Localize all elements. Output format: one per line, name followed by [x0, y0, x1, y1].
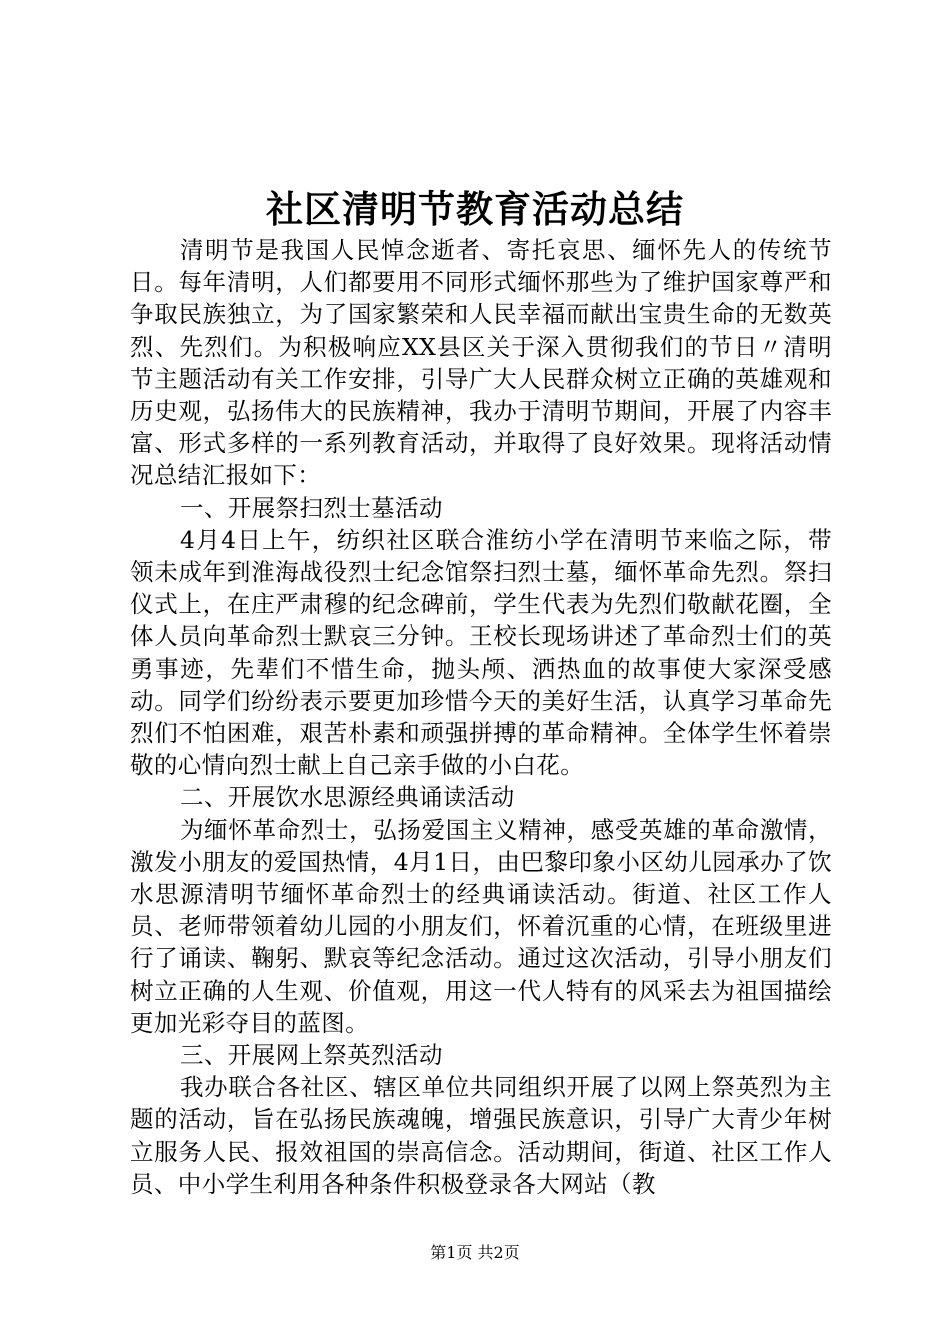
section-heading-2: 二、开展饮水思源经典诵读活动 — [180, 783, 515, 812]
section-paragraph-2: 为缅怀革命烈士，弘扬爱国主义精神，感受英雄的革命激情，激发小朋友的爱国热情，4月1日，由巴黎印象小区幼儿园承办了饮水思源清明节缅怀革命烈士的经典诵读活动。街道、社区工作人员、老师带领着幼儿园的小朋友们，怀着沉重的心情，在班级里进行了诵读、鞠躬、默哀等纪念活动。通过这次活动，引导小朋友们树立正确的人生观、价值观，用这一代人特有的风采去为祖国描绘更加光彩夺目的蓝图。 — [130, 815, 832, 1037]
section-paragraph-3: 我办联合各社区、辖区单位共同组织开展了以网上祭英烈为主题的活动，旨在弘扬民族魂魄，增强民族意识，引导广大青少年树立服务人民、报效祖国的崇高信念。活动期间，街道、社区工作人员、中小学生利用各种条件积极登录各大网站（教 — [130, 1073, 832, 1198]
document-title: 社区清明节教育活动总结 — [266, 187, 684, 231]
section-heading-3: 三、开展网上祭英烈活动 — [180, 1041, 443, 1070]
section-heading-1: 一、开展祭扫烈士墓活动 — [180, 493, 443, 522]
document-body — [130, 234, 832, 1200]
section-paragraph-1: 4月4日上午，纺织社区联合淮纺小学在清明节来临之际，带领未成年到淮海战役烈士纪念馆祭扫烈士墓，缅怀革命先烈。祭扫仪式上，在庄严肃穆的纪念碑前，学生代表为先烈们敬献花圈，全体人员向革命烈士默哀三分钟。王校长现场讲述了革命烈士们的英勇事迹，先辈们不惜生命，抛头颅、洒热血的故事使大家深受感动。同学们纷纷表示要更加珍惜今天的美好生活，认真学习革命先烈们不怕困难，艰苦朴素和顽强拼搏的革命精神。全体学生怀着崇敬的心情向烈士献上自己亲手做的小白花。 — [130, 525, 832, 780]
intro-paragraph: 清明节是我国人民悼念逝者、寄托哀思、缅怀先人的传统节日。每年清明，人们都要用不同形式缅怀那些为了维护国家尊严和争取民族独立，为了国家繁荣和人民幸福而献出宝贵生命的无数英烈、先烈们。为积极响应XX县区关于深入贯彻我们的节日〃清明节主题活动有关工作安排，引导广大人民群众树立正确的英雄观和历史观，弘扬伟大的民族精神，我办于清明节期间，开展了内容丰富、形式多样的一系列教育活动，并取得了良好效果。现将活动情况总结汇报如下： — [130, 236, 832, 490]
page-number-footer: 第1页 共2页 — [430, 1243, 520, 1262]
